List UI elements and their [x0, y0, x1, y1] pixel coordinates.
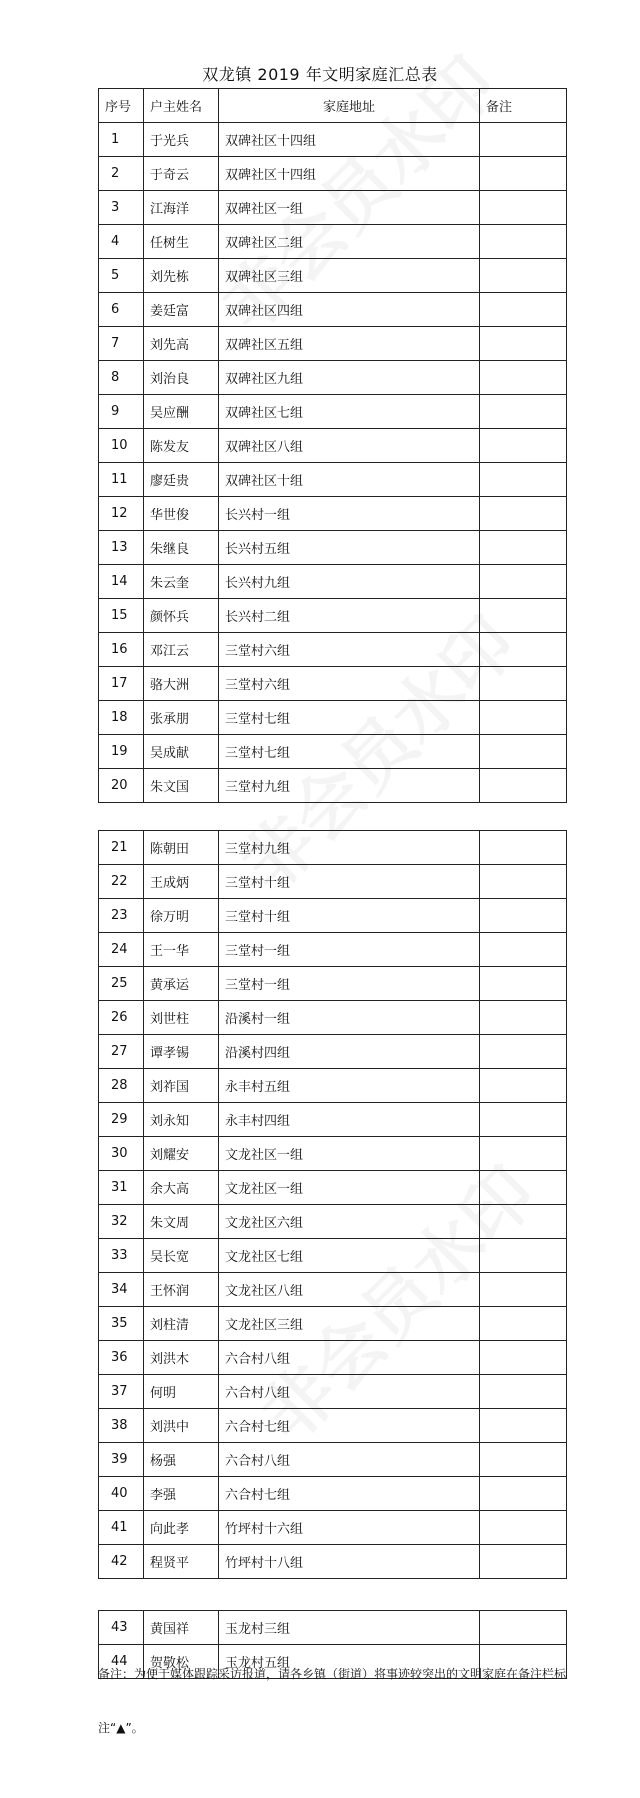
cell-remark: [480, 831, 567, 865]
cell-address: 玉龙村五组: [219, 1645, 480, 1679]
cell-remark: [480, 1511, 567, 1545]
table-header-row: [99, 89, 567, 123]
cell-address: 双碑社区七组: [219, 395, 480, 429]
cell-name: 黄承运: [144, 967, 219, 1001]
table-row: [99, 1103, 567, 1137]
cell-address: 三堂村九组: [219, 831, 480, 865]
cell-address: 永丰村四组: [219, 1103, 480, 1137]
cell-address: 沿溪村四组: [219, 1035, 480, 1069]
cell-address: 沿溪村一组: [219, 1001, 480, 1035]
cell-remark: [480, 1409, 567, 1443]
cell-address: 竹坪村十六组: [219, 1511, 480, 1545]
cell-remark: [480, 395, 567, 429]
cell-address: 长兴村五组: [219, 531, 480, 565]
footnote-line-1: 备注：为便于媒体跟踪采访报道，请各乡镇（街道）将事迹较突出的文明家庭在备注栏标: [98, 1667, 567, 1681]
cell-remark: [480, 667, 567, 701]
footnote-line-2: 注“▲”。: [98, 1721, 144, 1735]
cell-seq: 33: [99, 1239, 144, 1273]
cell-seq: 2: [99, 157, 144, 191]
cell-name: 刘耀安: [144, 1137, 219, 1171]
cell-name: 刘永知: [144, 1103, 219, 1137]
cell-remark: [480, 463, 567, 497]
cell-name: 黄国祥: [144, 1611, 219, 1645]
table-row: [99, 933, 567, 967]
cell-address: 三堂村十组: [219, 899, 480, 933]
cell-remark: [480, 123, 567, 157]
table-row: [99, 531, 567, 565]
cell-address: 玉龙村三组: [219, 1611, 480, 1645]
cell-remark: [480, 865, 567, 899]
cell-name: 陈朝田: [144, 831, 219, 865]
cell-address: 双碑社区二组: [219, 225, 480, 259]
cell-remark: [480, 1171, 567, 1205]
cell-seq: 29: [99, 1103, 144, 1137]
cell-name: 朱文周: [144, 1205, 219, 1239]
table-row: [99, 865, 567, 899]
cell-address: 双碑社区三组: [219, 259, 480, 293]
cell-seq: 42: [99, 1545, 144, 1579]
cell-name: 张承朋: [144, 701, 219, 735]
cell-remark: [480, 225, 567, 259]
cell-name: 余大高: [144, 1171, 219, 1205]
cell-seq: 11: [99, 463, 144, 497]
cell-remark: [480, 1103, 567, 1137]
cell-name: 廖廷贵: [144, 463, 219, 497]
table-row: [99, 123, 567, 157]
table-row: [99, 225, 567, 259]
table-row: [99, 667, 567, 701]
table-row: [99, 1171, 567, 1205]
table-row: [99, 191, 567, 225]
cell-address: 双碑社区十四组: [219, 157, 480, 191]
cell-name: 华世俊: [144, 497, 219, 531]
cell-name: 朱继良: [144, 531, 219, 565]
cell-seq: 10: [99, 429, 144, 463]
table-row: [99, 463, 567, 497]
table-row: [99, 1341, 567, 1375]
cell-address: 长兴村一组: [219, 497, 480, 531]
cell-remark: [480, 327, 567, 361]
cell-seq: 24: [99, 933, 144, 967]
header-address: 家庭地址: [219, 89, 480, 123]
cell-remark: [480, 1069, 567, 1103]
cell-seq: 21: [99, 831, 144, 865]
table-row: [99, 157, 567, 191]
table-row: [99, 1545, 567, 1579]
cell-name: 陈发友: [144, 429, 219, 463]
cell-name: 吴应酬: [144, 395, 219, 429]
cell-seq: 23: [99, 899, 144, 933]
table-row: [99, 1443, 567, 1477]
cell-address: 文龙社区八组: [219, 1273, 480, 1307]
cell-name: 刘柱清: [144, 1307, 219, 1341]
cell-address: 双碑社区九组: [219, 361, 480, 395]
family-table-part-2: [98, 830, 567, 1579]
cell-seq: 37: [99, 1375, 144, 1409]
cell-remark: [480, 933, 567, 967]
table-row: [99, 429, 567, 463]
cell-remark: [480, 191, 567, 225]
cell-seq: 8: [99, 361, 144, 395]
table-row: [99, 361, 567, 395]
cell-address: 文龙社区七组: [219, 1239, 480, 1273]
cell-remark: [480, 1137, 567, 1171]
cell-address: 六合村八组: [219, 1375, 480, 1409]
cell-address: 三堂村七组: [219, 735, 480, 769]
cell-name: 朱云奎: [144, 565, 219, 599]
cell-name: 邓江云: [144, 633, 219, 667]
cell-seq: 5: [99, 259, 144, 293]
cell-name: 刘先高: [144, 327, 219, 361]
table-row: [99, 1069, 567, 1103]
cell-remark: [480, 1375, 567, 1409]
cell-address: 双碑社区八组: [219, 429, 480, 463]
cell-seq: 17: [99, 667, 144, 701]
cell-remark: [480, 429, 567, 463]
cell-remark: [480, 1273, 567, 1307]
cell-address: 三堂村一组: [219, 967, 480, 1001]
cell-address: 双碑社区十组: [219, 463, 480, 497]
cell-seq: 34: [99, 1273, 144, 1307]
cell-remark: [480, 1307, 567, 1341]
cell-seq: 14: [99, 565, 144, 599]
cell-name: 刘世柱: [144, 1001, 219, 1035]
table-row: [99, 565, 567, 599]
header-seq: 序号: [99, 89, 144, 123]
cell-name: 刘洪中: [144, 1409, 219, 1443]
table-row: [99, 899, 567, 933]
table-row: [99, 1001, 567, 1035]
cell-remark: [480, 633, 567, 667]
table-row: [99, 1035, 567, 1069]
cell-name: 王成炳: [144, 865, 219, 899]
cell-name: 骆大洲: [144, 667, 219, 701]
cell-name: 何明: [144, 1375, 219, 1409]
cell-name: 徐万明: [144, 899, 219, 933]
table-row: [99, 1307, 567, 1341]
cell-seq: 35: [99, 1307, 144, 1341]
cell-seq: 30: [99, 1137, 144, 1171]
cell-name: 刘先栋: [144, 259, 219, 293]
cell-name: 向此孝: [144, 1511, 219, 1545]
cell-address: 文龙社区一组: [219, 1171, 480, 1205]
cell-remark: [480, 1477, 567, 1511]
table-row: [99, 633, 567, 667]
table-row: [99, 701, 567, 735]
cell-address: 文龙社区六组: [219, 1205, 480, 1239]
cell-seq: 39: [99, 1443, 144, 1477]
cell-remark: [480, 361, 567, 395]
cell-seq: 31: [99, 1171, 144, 1205]
table-row: [99, 1611, 567, 1645]
cell-name: 于奇云: [144, 157, 219, 191]
cell-seq: 3: [99, 191, 144, 225]
cell-name: 刘治良: [144, 361, 219, 395]
cell-address: 双碑社区五组: [219, 327, 480, 361]
header-remark: 备注: [480, 89, 567, 123]
cell-address: 三堂村十组: [219, 865, 480, 899]
cell-seq: 7: [99, 327, 144, 361]
cell-seq: 25: [99, 967, 144, 1001]
cell-seq: 9: [99, 395, 144, 429]
family-table-part-1: [98, 88, 567, 803]
cell-name: 姜廷富: [144, 293, 219, 327]
cell-seq: 19: [99, 735, 144, 769]
cell-remark: [480, 1341, 567, 1375]
cell-seq: 36: [99, 1341, 144, 1375]
table-row: [99, 1375, 567, 1409]
cell-remark: [480, 531, 567, 565]
cell-remark: [480, 735, 567, 769]
table-row: [99, 1273, 567, 1307]
table-row: [99, 831, 567, 865]
cell-name: 颜怀兵: [144, 599, 219, 633]
cell-seq: 1: [99, 123, 144, 157]
header-name: 户主姓名: [144, 89, 219, 123]
cell-remark: [480, 565, 567, 599]
cell-address: 双碑社区十四组: [219, 123, 480, 157]
cell-remark: [480, 259, 567, 293]
cell-address: 三堂村一组: [219, 933, 480, 967]
cell-seq: 15: [99, 599, 144, 633]
table-row: [99, 1239, 567, 1273]
table-row: [99, 1511, 567, 1545]
cell-seq: 13: [99, 531, 144, 565]
table-row: [99, 327, 567, 361]
cell-remark: [480, 1611, 567, 1645]
cell-seq: 16: [99, 633, 144, 667]
cell-remark: [480, 1001, 567, 1035]
cell-seq: 28: [99, 1069, 144, 1103]
cell-name: 王一华: [144, 933, 219, 967]
table-row: [99, 293, 567, 327]
cell-name: 刘洪木: [144, 1341, 219, 1375]
table-row: [99, 1137, 567, 1171]
cell-name: 任树生: [144, 225, 219, 259]
cell-name: 杨强: [144, 1443, 219, 1477]
cell-seq: 6: [99, 293, 144, 327]
cell-name: 朱文国: [144, 769, 219, 803]
cell-address: 双碑社区四组: [219, 293, 480, 327]
cell-remark: [480, 1443, 567, 1477]
table-row: [99, 1205, 567, 1239]
cell-address: 永丰村五组: [219, 1069, 480, 1103]
table-row: [99, 1477, 567, 1511]
cell-remark: [480, 497, 567, 531]
cell-seq: 22: [99, 865, 144, 899]
table-row: [99, 259, 567, 293]
cell-remark: [480, 293, 567, 327]
cell-address: 文龙社区一组: [219, 1137, 480, 1171]
cell-name: 王怀润: [144, 1273, 219, 1307]
cell-name: 江海洋: [144, 191, 219, 225]
cell-seq: 41: [99, 1511, 144, 1545]
cell-seq: 40: [99, 1477, 144, 1511]
page-title: 双龙镇 2019 年文明家庭汇总表: [202, 65, 438, 84]
cell-address: 长兴村二组: [219, 599, 480, 633]
cell-seq: 43: [99, 1611, 144, 1645]
cell-seq: 44: [99, 1645, 144, 1679]
cell-remark: [480, 899, 567, 933]
cell-seq: 32: [99, 1205, 144, 1239]
cell-remark: [480, 769, 567, 803]
cell-seq: 12: [99, 497, 144, 531]
cell-address: 竹坪村十八组: [219, 1545, 480, 1579]
cell-seq: 27: [99, 1035, 144, 1069]
cell-remark: [480, 967, 567, 1001]
cell-address: 三堂村六组: [219, 633, 480, 667]
cell-remark: [480, 157, 567, 191]
cell-address: 三堂村七组: [219, 701, 480, 735]
cell-address: 长兴村九组: [219, 565, 480, 599]
cell-name: 吴成献: [144, 735, 219, 769]
cell-seq: 20: [99, 769, 144, 803]
cell-remark: [480, 701, 567, 735]
cell-seq: 18: [99, 701, 144, 735]
cell-seq: 26: [99, 1001, 144, 1035]
cell-name: 贺敬松: [144, 1645, 219, 1679]
cell-remark: [480, 1545, 567, 1579]
table-row: [99, 735, 567, 769]
cell-address: 六合村八组: [219, 1341, 480, 1375]
cell-name: 李强: [144, 1477, 219, 1511]
cell-address: 三堂村九组: [219, 769, 480, 803]
table-row: [99, 599, 567, 633]
cell-name: 于光兵: [144, 123, 219, 157]
table-row: [99, 1409, 567, 1443]
cell-remark: [480, 1205, 567, 1239]
cell-address: 六合村七组: [219, 1409, 480, 1443]
cell-address: 文龙社区三组: [219, 1307, 480, 1341]
cell-address: 三堂村六组: [219, 667, 480, 701]
table-row: [99, 497, 567, 531]
cell-address: 双碑社区一组: [219, 191, 480, 225]
table-row: [99, 967, 567, 1001]
cell-name: 吴长宽: [144, 1239, 219, 1273]
cell-remark: [480, 599, 567, 633]
cell-name: 程贤平: [144, 1545, 219, 1579]
cell-remark: [480, 1239, 567, 1273]
cell-name: 刘祚国: [144, 1069, 219, 1103]
cell-seq: 4: [99, 225, 144, 259]
cell-remark: [480, 1035, 567, 1069]
cell-address: 六合村七组: [219, 1477, 480, 1511]
cell-name: 谭孝锡: [144, 1035, 219, 1069]
cell-seq: 38: [99, 1409, 144, 1443]
table-row: [99, 395, 567, 429]
cell-address: 六合村八组: [219, 1443, 480, 1477]
table-row: [99, 769, 567, 803]
